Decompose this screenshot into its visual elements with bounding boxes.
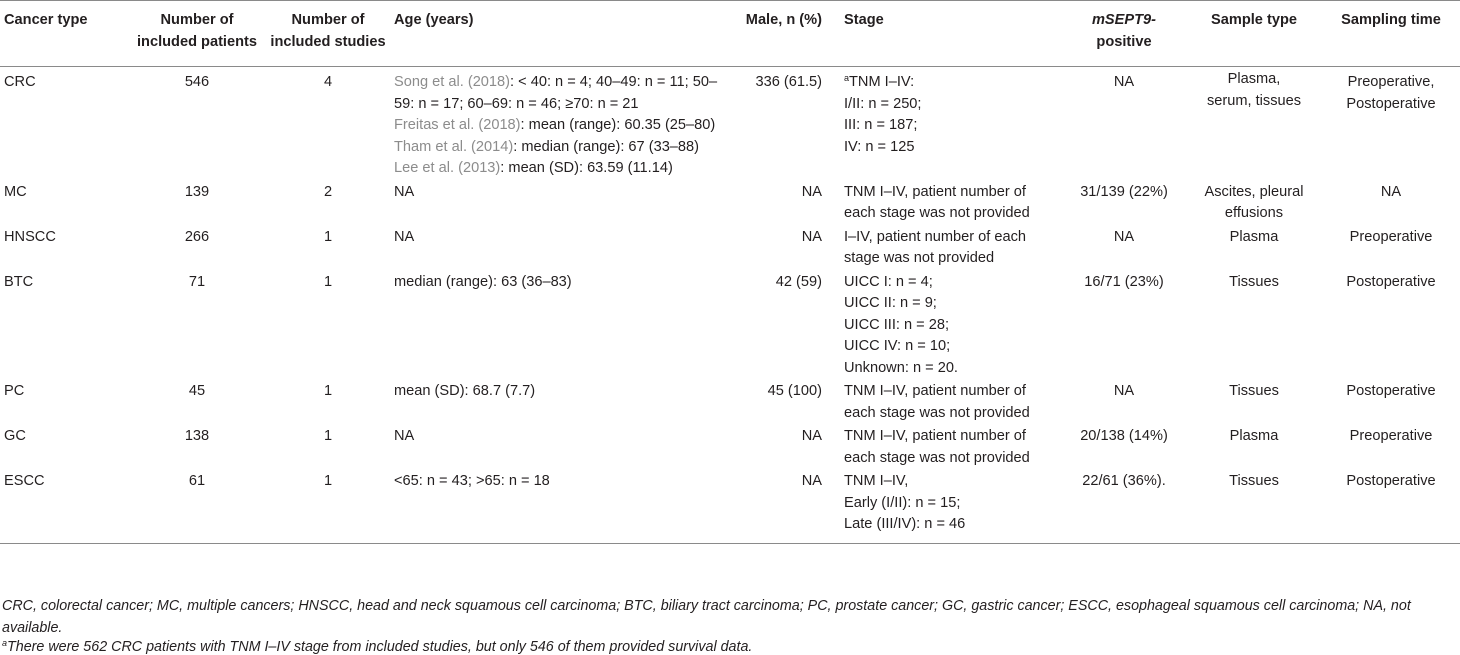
header-studies: Number of included studies xyxy=(270,12,386,50)
age-text: : mean (SD): 63.59 (11.14) xyxy=(500,160,673,176)
cell-patients: 266 xyxy=(184,228,210,245)
cell-male: NA xyxy=(801,228,822,245)
cell-age xyxy=(390,67,724,180)
header-msept9-gene: mSEPT9- xyxy=(1091,12,1157,28)
cell-stage xyxy=(840,424,1062,469)
stage-line: TNM I–IV, patient number of each stage was not provided xyxy=(844,183,1030,221)
age-text: : median (range): 67 (33–88) xyxy=(513,138,700,155)
cell-stage xyxy=(840,180,1062,225)
cell-stage xyxy=(840,469,1062,543)
stage-line: Late (III/IV): n = 46 xyxy=(844,516,966,532)
reference-link[interactable]: Song et al. (2018) xyxy=(394,74,511,90)
footnote-a xyxy=(0,640,1460,654)
cell-cancer-type: GC xyxy=(4,428,26,444)
cell-sample-type: Plasma, serum, tissues xyxy=(1206,71,1302,109)
table-row xyxy=(0,180,1460,225)
cell-sampling-time: NA xyxy=(1380,183,1402,200)
cell-sample-type: Plasma xyxy=(1229,228,1279,245)
cell-studies: 1 xyxy=(323,383,333,399)
footnote-abbreviations: CRC, colorectal cancer; MC, multiple cancers; HNSCC, head and neck squamous cell carcinoma; BTC, biliary tract carcinoma; PC, prostate cancer; GC, gastric cancer; ESCC, esophageal squamous cell carcinoma; NA, not available. xyxy=(2,598,1411,636)
age-entry xyxy=(394,158,720,180)
reference-link[interactable]: Freitas et al. (2018) xyxy=(394,117,521,133)
table-row xyxy=(0,379,1460,424)
stage-line: UICC I: n = 4; xyxy=(844,273,933,290)
stage-line: UICC III: n = 28; xyxy=(844,316,950,333)
cell-sample-type: Tissues xyxy=(1229,273,1279,290)
cell-msept9: NA xyxy=(1113,74,1135,90)
cell-stage xyxy=(840,67,1062,180)
header-row xyxy=(0,1,1460,67)
stage-line: I/II: n = 250; xyxy=(844,95,922,112)
cell-sampling-time: Postoperative xyxy=(1346,473,1436,489)
cell-age: NA xyxy=(394,183,415,200)
reference-link[interactable]: Lee et al. (2013) xyxy=(394,160,501,176)
header-age: Age (years) xyxy=(394,12,474,28)
cell-sampling-time: Postoperative xyxy=(1346,383,1436,399)
header-sampling-time: Sampling time xyxy=(1341,12,1441,28)
age-text: : < 40: n = 4; 40–49: n = 11; 50–59: n = 17; 60–69: n = 46; ≥70: n = 21 xyxy=(394,74,718,112)
cell-sampling-time: Preoperative xyxy=(1349,428,1433,444)
cell-male: NA xyxy=(801,473,822,489)
cell-studies: 1 xyxy=(323,228,333,245)
cell-male: 336 (61.5) xyxy=(755,74,822,90)
stage-line: IV: n = 125 xyxy=(844,138,915,155)
cell-cancer-type: MC xyxy=(4,183,27,200)
footnote-a-text: There were 562 CRC patients with TNM I–IV stage from included studies, but only 546 of them provided survival data. xyxy=(7,639,753,655)
cell-stage xyxy=(840,225,1062,270)
footnote-a-marker: a xyxy=(2,638,8,648)
header-cancer-type: Cancer type xyxy=(4,12,88,28)
cell-studies: 1 xyxy=(323,473,333,489)
cell-sampling-time: Preoperative xyxy=(1349,228,1433,245)
cell-patients: 546 xyxy=(184,74,210,90)
table-body xyxy=(0,67,1460,544)
cell-male: 42 (59) xyxy=(775,273,822,290)
cell-sampling-time: Postoperative xyxy=(1346,273,1436,290)
stage-line: I–IV, patient number of each stage was not provided xyxy=(844,228,1027,266)
cell-age: NA xyxy=(394,228,415,245)
cell-studies: 2 xyxy=(323,183,333,200)
cell-cancer-type: HNSCC xyxy=(4,228,56,245)
stage-line: TNM I–IV, patient number of each stage was not provided xyxy=(844,383,1030,421)
cell-age: <65: n = 43; >65: n = 18 xyxy=(394,473,550,489)
cell-sample-type: Tissues xyxy=(1229,473,1279,489)
stage-line: UICC IV: n = 10; xyxy=(844,338,951,354)
cell-cancer-type: PC xyxy=(4,383,25,399)
cell-sample-type: Tissues xyxy=(1229,383,1279,399)
cell-male: 45 (100) xyxy=(767,383,822,399)
stage-text: TNM I–IV: xyxy=(849,74,915,90)
cell-age: mean (SD): 68.7 (7.7) xyxy=(394,383,536,399)
cell-msept9: NA xyxy=(1113,228,1135,245)
cell-msept9: 16/71 (23%) xyxy=(1084,273,1164,290)
age-text: : mean (range): 60.35 (25–80) xyxy=(520,117,716,133)
cell-sample-type: Ascites, pleural effusions xyxy=(1204,183,1304,221)
footnote-marker: a xyxy=(844,73,850,83)
cell-cancer-type: BTC xyxy=(4,273,34,290)
cell-stage xyxy=(840,270,1062,380)
cell-msept9: NA xyxy=(1113,383,1135,399)
stage-line: UICC II: n = 9; xyxy=(844,295,937,311)
header-stage: Stage xyxy=(844,12,884,28)
stage-line: TNM I–IV, xyxy=(844,473,909,489)
cell-cancer-type: CRC xyxy=(4,74,36,90)
cell-male: NA xyxy=(801,428,822,444)
header-sample-type: Sample type xyxy=(1211,12,1297,28)
stage-line: Unknown: n = 20. xyxy=(844,359,958,376)
cell-studies: 1 xyxy=(323,428,333,444)
cell-patients: 71 xyxy=(188,273,206,290)
age-entry xyxy=(394,137,720,159)
cell-patients: 138 xyxy=(184,428,210,444)
cell-male: NA xyxy=(801,183,822,200)
cell-sample-type: Plasma xyxy=(1229,428,1279,444)
stage-line: III: n = 187; xyxy=(844,117,918,133)
cell-msept9: 22/61 (36%). xyxy=(1082,473,1166,489)
cell-studies: 1 xyxy=(323,273,333,290)
cell-stage xyxy=(840,379,1062,424)
cell-patients: 61 xyxy=(188,473,206,489)
cell-cancer-type: ESCC xyxy=(4,473,45,489)
cell-msept9: 31/139 (22%) xyxy=(1080,183,1168,200)
header-male: Male, n (%) xyxy=(745,12,822,28)
cell-studies: 4 xyxy=(323,74,333,90)
table-row xyxy=(0,424,1460,469)
table-row xyxy=(0,469,1460,543)
table-row xyxy=(0,67,1460,180)
cell-patients: 45 xyxy=(188,383,206,399)
cell-age: median (range): 63 (36–83) xyxy=(394,273,572,290)
cell-age: NA xyxy=(394,428,415,444)
cell-msept9: 20/138 (14%) xyxy=(1080,428,1168,444)
header-patients: Number of included patients xyxy=(136,12,257,50)
table-row xyxy=(0,225,1460,270)
header-msept9-suffix: positive xyxy=(1096,33,1152,50)
header-msept9 xyxy=(1062,1,1186,67)
stage-line xyxy=(844,72,1058,94)
stage-line: Early (I/II): n = 15; xyxy=(844,494,961,511)
table-row xyxy=(0,270,1460,380)
age-entry xyxy=(394,72,720,115)
cell-patients: 139 xyxy=(184,183,210,200)
stage-line: TNM I–IV, patient number of each stage was not provided xyxy=(844,428,1030,466)
age-entry xyxy=(394,115,720,137)
cell-sampling-time: Preoperative, Postoperative xyxy=(1346,74,1436,112)
reference-link[interactable]: Tham et al. (2014) xyxy=(394,138,514,155)
